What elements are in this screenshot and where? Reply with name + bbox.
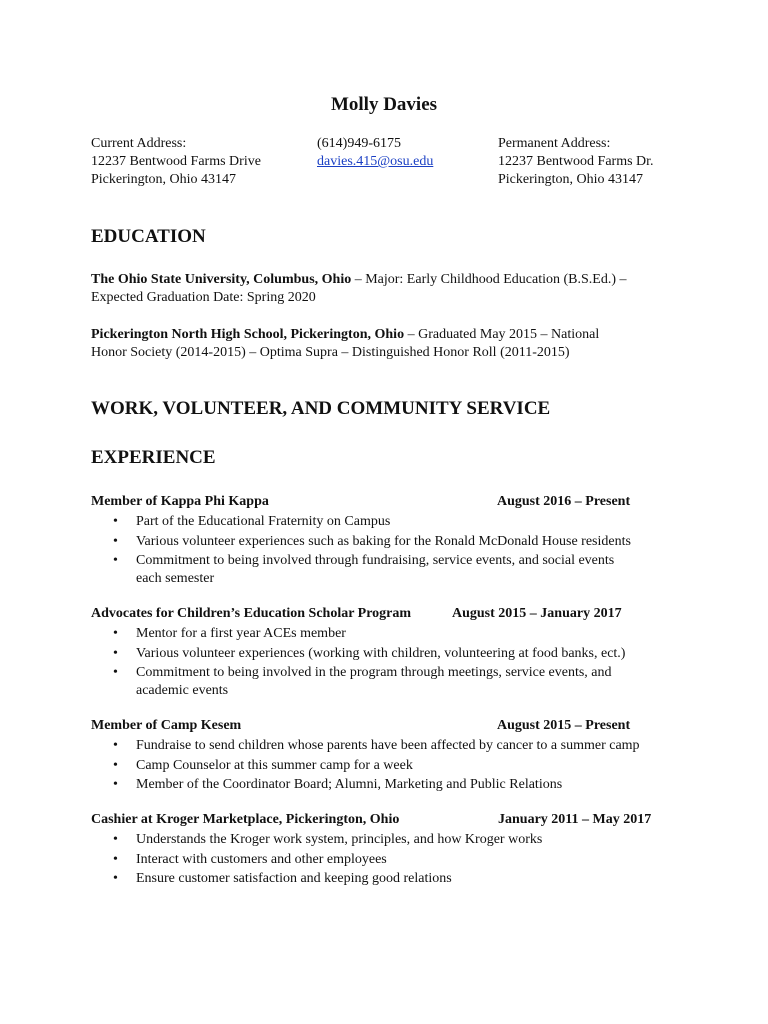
- education-detail: Honor Society (2014-2015) – Optima Supra – Distinguished Honor Roll (2011-2015): [91, 345, 570, 360]
- job-entry: [91, 811, 691, 890]
- education-detail: – Graduated May 2015 – National: [404, 327, 600, 342]
- education-detail: – Major: Early Childhood Education (B.S.Ed.) –: [351, 272, 627, 287]
- email-link[interactable]: davies.415@osu.edu: [317, 154, 434, 169]
- list-item-continuation: academic events: [136, 683, 229, 699]
- list-item: • Member of the Coordinator Board; Alumni, Marketing and Public Relations: [113, 777, 563, 793]
- permanent-address-label: Permanent Address:: [498, 136, 611, 151]
- job-title: Advocates for Children’s Education Scholar Program: [91, 606, 412, 621]
- resume-name: Molly Davies: [330, 94, 438, 115]
- education-entry: [91, 271, 691, 307]
- current-address-block: [91, 135, 261, 189]
- list-item: • Ensure customer satisfaction and keeping good relations: [113, 871, 452, 887]
- list-item: • Mentor for a first year ACEs member: [113, 626, 346, 641]
- permanent-address-block: [498, 135, 654, 189]
- education-detail: Expected Graduation Date: Spring 2020: [91, 290, 316, 305]
- list-item: • Commitment to being involved in the program through meetings, service events, and: [113, 665, 612, 681]
- current-address-label: Current Address:: [91, 136, 187, 151]
- list-item: • Fundraise to send children whose parents have been affected by cancer to a summer camp: [113, 738, 640, 753]
- work-heading: WORK, VOLUNTEER, AND COMMUNITY SERVICE: [91, 398, 551, 419]
- education-school: Pickerington North High School, Pickerington, Ohio: [91, 327, 405, 342]
- permanent-address-line2: Pickerington, Ohio 43147: [498, 172, 644, 187]
- job-dates: January 2011 – May 2017: [498, 812, 652, 827]
- job-entry: [91, 717, 691, 796]
- current-address-line1: 12237 Bentwood Farms Drive: [91, 154, 261, 169]
- job-dates: August 2015 – Present: [497, 718, 631, 733]
- list-item: • Part of the Educational Fraternity on Campus: [113, 514, 391, 529]
- list-item: • Interact with customers and other employees: [113, 851, 387, 867]
- education-school: The Ohio State University, Columbus, Ohio: [91, 272, 352, 287]
- permanent-address-line1: 12237 Bentwood Farms Dr.: [498, 154, 654, 169]
- education-heading: EDUCATION: [91, 226, 206, 247]
- current-address-line2: Pickerington, Ohio 43147: [91, 172, 237, 187]
- list-item-continuation: each semester: [136, 571, 215, 587]
- job-title: Member of Camp Kesem: [91, 718, 242, 733]
- education-entry: [91, 326, 691, 362]
- job-entry: [91, 605, 691, 702]
- job-dates: August 2015 – January 2017: [452, 606, 622, 621]
- list-item: • Understands the Kroger work system, principles, and how Kroger works: [113, 832, 543, 847]
- job-entry: [91, 493, 691, 590]
- list-item: • Commitment to being involved through fundraising, service events, and social events: [113, 553, 615, 569]
- list-item: • Various volunteer experiences (working with children, volunteering at food banks, ect.): [113, 645, 626, 661]
- experience-heading: EXPERIENCE: [91, 447, 216, 468]
- contact-block: [317, 135, 433, 171]
- list-item: • Camp Counselor at this summer camp for a week: [113, 757, 413, 773]
- list-item: • Various volunteer experiences such as baking for the Ronald McDonald House residents: [113, 533, 631, 549]
- job-title: Cashier at Kroger Marketplace, Pickerington, Ohio: [91, 812, 400, 827]
- phone-number: (614)949-6175: [317, 136, 401, 151]
- job-title: Member of Kappa Phi Kappa: [91, 494, 269, 509]
- job-dates: August 2016 – Present: [497, 494, 631, 509]
